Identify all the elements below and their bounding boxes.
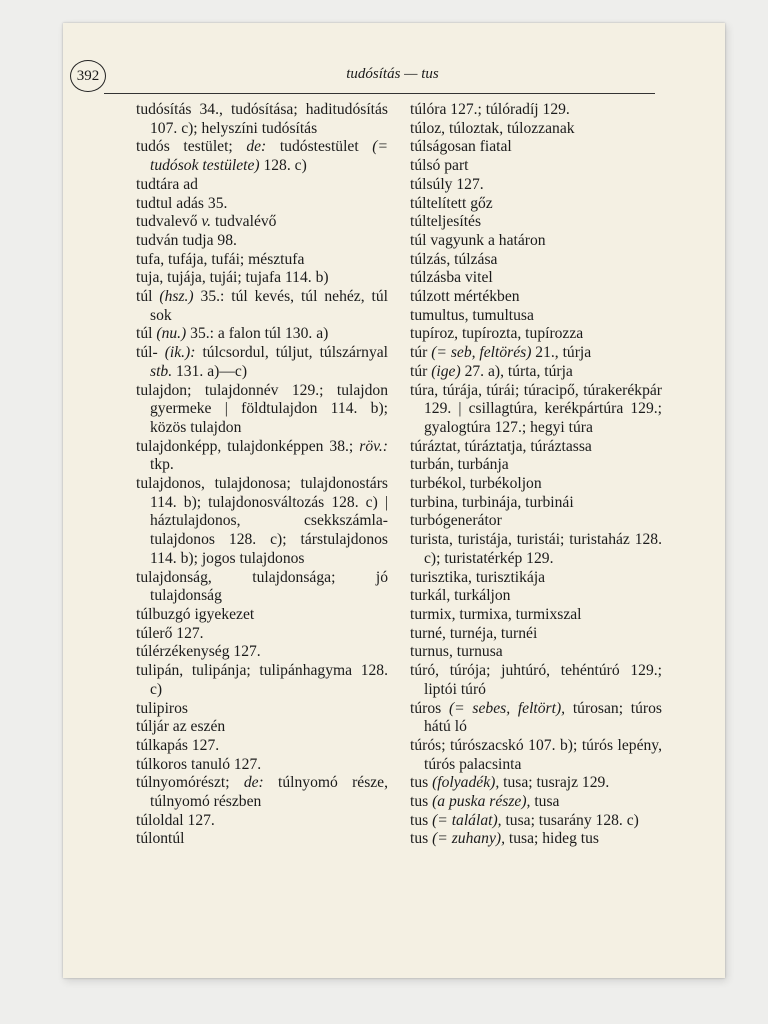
entry-text: tusa; hideg tus bbox=[505, 830, 599, 848]
entry-note: stb. bbox=[150, 362, 173, 380]
dictionary-entry bbox=[410, 662, 662, 699]
dictionary-entry bbox=[410, 606, 662, 625]
entry-text: túlsó part bbox=[410, 157, 469, 175]
dictionary-entry bbox=[136, 195, 388, 214]
entry-text: túlnyomó része, túlnyomó részben bbox=[150, 774, 388, 811]
dictionary-entry bbox=[410, 830, 662, 849]
entry-text: tulipiros bbox=[136, 699, 188, 717]
dictionary-entry bbox=[136, 737, 388, 756]
left-column bbox=[136, 101, 388, 849]
dictionary-entry bbox=[136, 625, 388, 644]
dictionary-entry bbox=[410, 737, 662, 774]
entry-text: tulajdonos, tulajdonosa; tulajdonostárs 114. b); tulajdonosváltozás 128. c) | háztulajdonos, csekkszámla-tulajdonos 128. c); társtulajdonos 114. b); jogos tulajdonos bbox=[136, 475, 388, 567]
dictionary-entry bbox=[410, 793, 662, 812]
dictionary-entry bbox=[136, 344, 388, 381]
dictionary-entry bbox=[136, 138, 388, 175]
dictionary-entry bbox=[136, 288, 388, 325]
entry-note: (= seb, feltörés) bbox=[431, 344, 532, 362]
entry-note: (a puska része), bbox=[432, 793, 531, 811]
dictionary-entry bbox=[410, 195, 662, 214]
entry-note: de: bbox=[246, 138, 267, 156]
right-column bbox=[410, 101, 662, 849]
dictionary-entry bbox=[136, 213, 388, 232]
entry-text: túlzott mértékben bbox=[410, 288, 520, 306]
entry-text: 131. a)—c) bbox=[172, 362, 248, 380]
dictionary-entry bbox=[136, 718, 388, 737]
dictionary-entry bbox=[136, 438, 388, 475]
entry-text: 35.: túl kevés, túl nehéz, túl sok bbox=[150, 288, 388, 324]
entry-text: túros bbox=[410, 699, 449, 717]
dictionary-entry bbox=[136, 756, 388, 775]
dictionary-entry bbox=[410, 812, 662, 831]
entry-text: tudtára ad bbox=[136, 175, 198, 193]
dictionary-entry bbox=[410, 382, 662, 438]
dictionary-entry bbox=[410, 475, 662, 494]
entry-note: (hsz.) bbox=[159, 288, 194, 306]
dictionary-entry bbox=[410, 138, 662, 157]
entry-text: túrós; túrószacskó 107. b); túrós lepény, túrós palacsinta bbox=[410, 736, 662, 773]
entry-text: túr bbox=[410, 344, 432, 362]
dictionary-entry bbox=[136, 251, 388, 270]
dictionary-entry bbox=[136, 569, 388, 606]
entry-text: tusa bbox=[530, 793, 560, 811]
dictionary-entry bbox=[410, 251, 662, 270]
dictionary-entry bbox=[136, 812, 388, 831]
entry-note: röv.: bbox=[359, 437, 388, 455]
entry-text: túljár az eszén bbox=[136, 718, 226, 736]
entry-text: tudtul adás 35. bbox=[136, 194, 228, 212]
entry-text: túloldal 127. bbox=[136, 811, 215, 829]
entry-text: túlteljesítés bbox=[410, 213, 482, 231]
entry-text: túlnyomórészt; bbox=[136, 774, 244, 792]
entry-text: turista, turistája, turistái; turistaház 128. c); turistatérkép 129. bbox=[410, 531, 662, 567]
dictionary-entry bbox=[136, 176, 388, 195]
entry-text: turnus, turnusa bbox=[410, 643, 503, 661]
dictionary-entry bbox=[410, 325, 662, 344]
entry-text: turbógenerátor bbox=[410, 512, 502, 530]
entry-note: (ige) bbox=[431, 362, 461, 380]
dictionary-entry bbox=[136, 232, 388, 251]
entry-note: (= sebes, feltört), bbox=[448, 699, 566, 717]
dictionary-entry bbox=[410, 101, 662, 120]
entry-text: túl- bbox=[136, 344, 165, 362]
entry-text: tudóstestület bbox=[266, 138, 373, 156]
entry-text: túl bbox=[136, 325, 157, 343]
entry-text: túlóra 127.; túlóradíj 129. bbox=[410, 101, 570, 118]
dictionary-entry bbox=[410, 643, 662, 662]
entry-text: tulajdonképp, tulajdonképpen 38.; bbox=[136, 437, 360, 455]
dictionary-entry bbox=[136, 830, 388, 849]
entry-text: tus bbox=[410, 811, 433, 829]
entry-text: tus bbox=[410, 793, 433, 811]
entry-text: 35.: a falon túl 130. a) bbox=[186, 325, 329, 343]
entry-text: túlérzékenység 127. bbox=[136, 643, 261, 661]
dictionary-entry bbox=[410, 288, 662, 307]
dictionary-entry bbox=[410, 774, 662, 793]
entry-text: tufa, tufája, tufái; mésztufa bbox=[136, 250, 305, 268]
entry-text: túlzásba vitel bbox=[410, 269, 493, 287]
entry-text: túra, túrája, túrái; túracipő, túrakerékpár 129. | csillagtúra, kerékpártúra 129.; gyalogtúra 127.; hegyi túra bbox=[410, 381, 662, 436]
entry-note: (folyadék), bbox=[432, 774, 500, 792]
dictionary-entry bbox=[410, 269, 662, 288]
entry-text: tudván tudja 98. bbox=[136, 231, 237, 249]
entry-text: 27. a), túrta, túrja bbox=[460, 362, 573, 380]
entry-text: túlzás, túlzása bbox=[410, 250, 498, 268]
entry-text: tusa; tusarány 128. c) bbox=[501, 811, 639, 829]
entry-text: turkál, turkáljon bbox=[410, 587, 511, 605]
entry-text: tudósítás 34., tudósítása; haditudósítás 107. c); helyszíni tudósítás bbox=[136, 101, 388, 137]
entry-text: túráztat, túráztatja, túráztassa bbox=[410, 437, 592, 455]
entry-text: túlontúl bbox=[136, 830, 185, 848]
entry-text: turné, turnéja, turnéi bbox=[410, 624, 538, 642]
entry-text: tupíroz, tupírozta, tupírozza bbox=[410, 325, 584, 343]
dictionary-entry bbox=[136, 269, 388, 288]
dictionary-entry bbox=[410, 625, 662, 644]
dictionary-entry bbox=[410, 456, 662, 475]
entry-text: túr bbox=[410, 362, 432, 380]
dictionary-entry bbox=[136, 325, 388, 344]
running-head: tudósítás — tus bbox=[346, 66, 439, 82]
dictionary-entry bbox=[410, 363, 662, 382]
entry-text: tus bbox=[410, 774, 433, 792]
dictionary-entry bbox=[136, 382, 388, 438]
dictionary-entry bbox=[410, 344, 662, 363]
entry-text: tkp. bbox=[150, 456, 174, 474]
dictionary-entry bbox=[136, 700, 388, 719]
entry-text: tulajdonság, tulajdonsága; jó tulajdonság bbox=[136, 568, 388, 605]
dictionary-entry bbox=[136, 606, 388, 625]
entry-text: tulipán, tulipánja; tulipánhagyma 128. c) bbox=[136, 662, 388, 698]
dictionary-entry bbox=[410, 512, 662, 531]
entry-note: v. bbox=[201, 213, 212, 231]
entry-text: tusa; tusrajz 129. bbox=[499, 774, 610, 792]
dictionary-entry bbox=[410, 569, 662, 588]
entry-text: túlcsordul, túljut, túlszárnyal bbox=[195, 344, 388, 362]
dictionary-entry bbox=[136, 643, 388, 662]
entry-text: túlbuzgó igyekezet bbox=[136, 605, 255, 623]
dictionary-entry bbox=[410, 232, 662, 251]
entry-note: (= zuhany), bbox=[432, 830, 505, 848]
dictionary-entry bbox=[410, 700, 662, 737]
entry-text: túltelített gőz bbox=[410, 194, 493, 212]
entry-text: tudvalevő bbox=[136, 213, 202, 231]
header-rule bbox=[104, 93, 655, 94]
entry-note: de: bbox=[243, 774, 264, 792]
dictionary-entry bbox=[410, 531, 662, 568]
dictionary-entry bbox=[410, 307, 662, 326]
entry-note: (nu.) bbox=[156, 325, 187, 343]
entry-text: túlsúly 127. bbox=[410, 175, 484, 193]
entry-note: (= tudósok testülete) bbox=[150, 138, 388, 175]
entry-text: turbina, turbinája, turbinái bbox=[410, 493, 574, 511]
entry-note: (= találat), bbox=[432, 811, 502, 829]
entry-text: túlságosan fiatal bbox=[410, 138, 512, 156]
entry-text: turbán, turbánja bbox=[410, 456, 509, 474]
entry-text: turisztika, turisztikája bbox=[410, 568, 546, 586]
dictionary-entry bbox=[410, 157, 662, 176]
entry-text: turmix, turmixa, turmixszal bbox=[410, 605, 582, 623]
entry-text: tuja, tujája, tujái; tujafa 114. b) bbox=[136, 269, 329, 287]
entry-text: túloz, túloztak, túlozzanak bbox=[410, 119, 575, 137]
entry-text: túrosan; túros hátú ló bbox=[424, 699, 662, 736]
dictionary-entry bbox=[410, 438, 662, 457]
dictionary-entry bbox=[136, 662, 388, 699]
dictionary-entry bbox=[136, 774, 388, 811]
entry-text: túlkapás 127. bbox=[136, 736, 220, 754]
entry-text: túl vagyunk a határon bbox=[410, 231, 546, 249]
entry-text: 128. c) bbox=[259, 157, 307, 175]
page-header bbox=[70, 60, 655, 94]
entry-text: tus bbox=[410, 830, 433, 848]
dictionary-entry bbox=[136, 101, 388, 138]
dictionary-entry bbox=[410, 494, 662, 513]
entry-text: túlerő 127. bbox=[136, 624, 204, 642]
entry-text: túl bbox=[136, 288, 160, 306]
dictionary-entry bbox=[136, 475, 388, 569]
entry-text: tumultus, tumultusa bbox=[410, 306, 534, 324]
entry-text: 21., túrja bbox=[531, 344, 592, 362]
entry-text: tudvalévő bbox=[211, 213, 277, 231]
entry-text: tudós testület; bbox=[136, 138, 247, 156]
dictionary-entry bbox=[410, 587, 662, 606]
entry-text: túró, túrója; juhtúró, tehéntúró 129.; liptói túró bbox=[410, 662, 662, 698]
dictionary-entry bbox=[410, 213, 662, 232]
entry-text: túlkoros tanuló 127. bbox=[136, 755, 262, 773]
dictionary-entry bbox=[410, 176, 662, 195]
dictionary-entry bbox=[410, 120, 662, 139]
entry-note: (ik.): bbox=[164, 344, 196, 362]
entry-text: turbékol, turbékoljon bbox=[410, 475, 542, 493]
page-number: 392 bbox=[70, 60, 106, 92]
entry-text: tulajdon; tulajdonnév 129.; tulajdon gyermeke | földtulajdon 114. b); közös tulajdon bbox=[136, 381, 388, 436]
